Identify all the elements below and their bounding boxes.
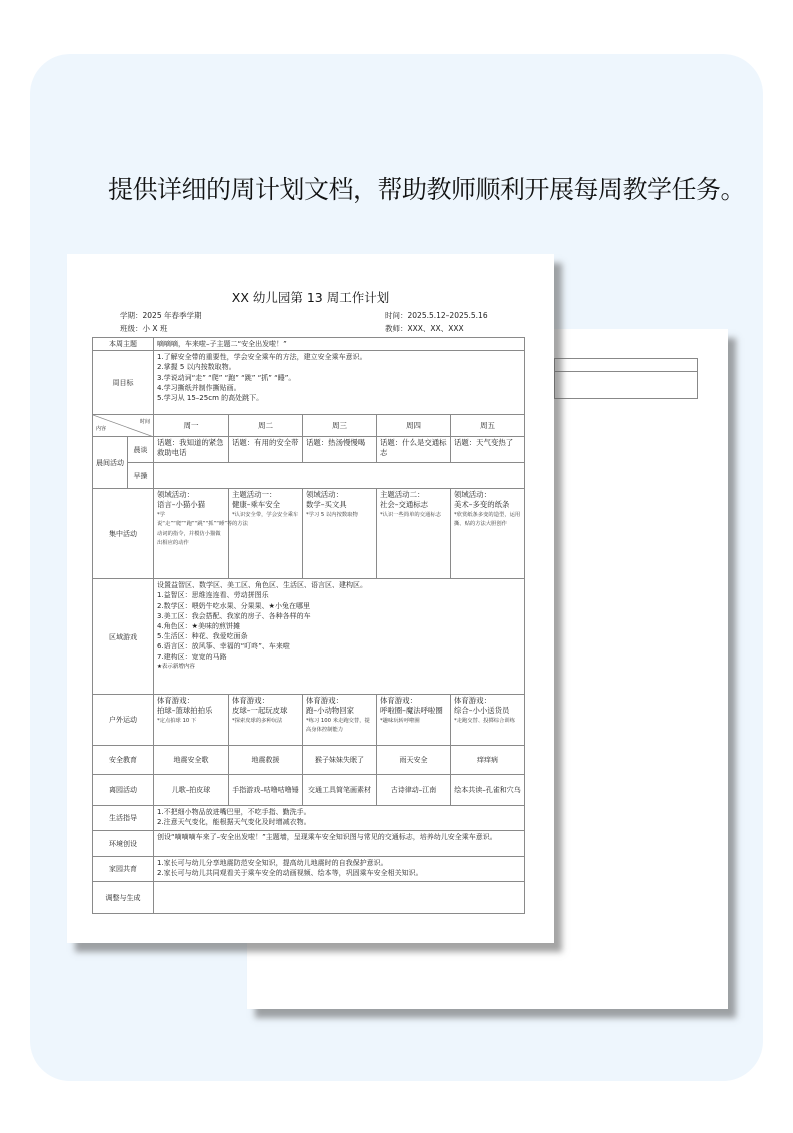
morning-exercise-label: 早操: [128, 463, 154, 489]
outdoor-cell: [154, 695, 229, 746]
focus-title: 社会–交通标志: [380, 500, 429, 510]
goals-label: 周目标: [93, 351, 154, 415]
area-line: 2.数学区：喂奶牛吃水果、分果果、★小兔在哪里: [157, 601, 310, 610]
leaving-row: [93, 775, 525, 806]
focus-note: *欣赏纸条多变的造型，运用撕、贴的方法大胆创作: [454, 511, 521, 528]
leaving-cell: 绘本共读–孔雀和穴乌: [451, 775, 525, 806]
area-line: 7.建构区：宽宽的马路: [157, 652, 227, 661]
goals-row: [93, 351, 525, 415]
outdoor-type: 体育游戏：: [306, 696, 343, 706]
morning-activity-label: 晨间活动: [93, 437, 128, 489]
home-list: [154, 857, 525, 882]
home-line: 1.家长可与幼儿分享地震防范安全知识，提高幼儿地震时的自我保护意识。: [157, 859, 388, 868]
focus-note: *认识安全带，学会安全乘车的方法: [232, 511, 299, 528]
day-header: 周二: [229, 415, 303, 437]
adjust-value: [154, 882, 525, 914]
outdoor-type: 体育游戏：: [157, 696, 194, 706]
new-content-footnote: ★表示新增内容: [157, 663, 195, 670]
day-header: 周三: [303, 415, 377, 437]
life-guide-line: 2.注意天气变化，能根据天气变化及时增减衣物。: [157, 818, 311, 827]
morning-talk-cell: 话题：热汤慢慢喝: [303, 437, 377, 463]
safety-row: [93, 746, 525, 775]
safety-cell: 痒痒病: [451, 746, 525, 775]
leaving-cell: 手指游戏–咕噜咕噜锤: [229, 775, 303, 806]
outdoor-cell: [303, 695, 377, 746]
goal-item: 2.掌握 5 以内按数取物。: [157, 363, 236, 372]
area-line: 3.美工区：我会搭配、我家的房子、各种各样的车: [157, 611, 311, 620]
morning-talk-cell: 话题：什么是交通标志: [377, 437, 451, 463]
life-guide-row: [93, 806, 525, 831]
goal-item: 4.学习撕纸并制作撕贴画。: [157, 383, 241, 392]
outdoor-note: *练习 100 米走跑交替，提高身体控制能力: [306, 717, 370, 734]
focus-cell: [451, 489, 525, 579]
outdoor-title: 拍球–篮球拍拍乐: [157, 706, 213, 716]
life-guide-line: 1.不把细小物品放进嘴巴里，不吃手指、勤洗手。: [157, 808, 311, 817]
outdoor-type: 体育游戏：: [380, 696, 417, 706]
outdoor-row: [93, 695, 525, 746]
adjust-row: [93, 882, 525, 914]
outdoor-cell: [451, 695, 525, 746]
home-row: [93, 857, 525, 882]
focus-note: *认识一些简单的交通标志: [380, 511, 441, 518]
focus-title: 美术–多变的纸条: [454, 500, 510, 510]
outdoor-cell: [377, 695, 451, 746]
focus-note: *学说“走”“爬”“跑”“跳”“抓”“睡”等动词的指令，并模仿小猫做出相应的动作: [157, 511, 233, 547]
theme-row: [93, 338, 525, 351]
focus-cell: [303, 489, 377, 579]
home-label: 家园共育: [93, 857, 154, 882]
morning-talk-cell: 话题：天气变热了: [451, 437, 525, 463]
area-line: 4.角色区：★美味的煎饼摊: [157, 622, 240, 631]
outdoor-type: 体育游戏：: [232, 696, 269, 706]
leaving-cell: 交通工具简笔画素材: [303, 775, 377, 806]
area-games-label: 区域游戏: [93, 579, 154, 695]
area-line: 5.生活区：种花、我爱吃面条: [157, 632, 248, 641]
focus-activity-row: [93, 489, 525, 579]
adjust-label: 调整与生成: [93, 882, 154, 914]
area-games-list: [154, 579, 525, 695]
outdoor-label: 户外运动: [93, 695, 154, 746]
outdoor-note: *趣味玩转呼啦圈: [380, 717, 420, 724]
outdoor-title: 呼啦圈–魔法呼啦圈: [380, 706, 443, 716]
goal-item: 5.学习从 15–25cm 的高处跳下。: [157, 394, 264, 403]
environment-label: 环境创设: [93, 831, 154, 857]
diag-time-label: 时间: [139, 419, 150, 426]
area-line: 1.益智区：思维连连看、劳动拼图乐: [157, 591, 269, 600]
headline: 提供详细的周计划文档，帮助教师顺利开展每周教学任务。: [108, 175, 746, 204]
morning-exercise-cell: [154, 463, 525, 489]
focus-title: 健康–乘车安全: [232, 500, 281, 510]
front-page: [67, 254, 554, 943]
goals-list: [154, 351, 525, 415]
theme-label: 本周主题: [93, 338, 154, 351]
life-guide-label: 生活指导: [93, 806, 154, 831]
focus-type: 领域活动：: [454, 490, 491, 500]
focus-cell: [154, 489, 233, 579]
weekday-header-row: [93, 415, 525, 437]
day-header: 周四: [377, 415, 451, 437]
safety-cell: 地震救援: [229, 746, 303, 775]
focus-title: 语言–小猫小猫: [157, 500, 206, 510]
safety-cell: 雨天安全: [377, 746, 451, 775]
goal-item: 1.了解安全带的重要性，学会安全乘车的方法，建立安全乘车意识。: [157, 353, 367, 362]
environment-text: 创设“嘀嘀嘀车来了–安全出发啦！”主题墙，呈现乘车安全知识图与常见的交通标志，培养幼儿安全乘车意识。: [154, 831, 525, 857]
teacher-label: 教师：XXX、XX、XXX: [385, 324, 464, 333]
area-games-row: [93, 579, 525, 695]
weekly-plan-table: [92, 337, 525, 914]
diag-content-label: 内容: [96, 426, 107, 432]
day-header: 周一: [154, 415, 229, 437]
goal-item: 3.学说动词“走” “爬” “跑” “跳” “抓” “睡”。: [157, 373, 296, 382]
focus-note: *学习 5 以内按数取物: [306, 511, 358, 518]
theme-value: 嘀嘀嘀，车来啦–子主题二“安全出发啦！”: [154, 338, 525, 351]
outdoor-note: *走跑交替、投掷综合训练: [454, 717, 515, 724]
area-line: 设置益智区、数学区、美工区、角色区、生活区、语言区、建构区。: [157, 581, 367, 590]
focus-cell: [229, 489, 303, 579]
outdoor-note: *定点拍球 10 下: [157, 717, 197, 724]
outdoor-title: 跑–小动物回家: [306, 706, 355, 716]
environment-row: [93, 831, 525, 857]
focus-activity-label: 集中活动: [93, 489, 154, 579]
safety-label: 安全教育: [93, 746, 154, 775]
outdoor-type: 体育游戏：: [454, 696, 491, 706]
outdoor-note: *探索皮球的多种玩法: [232, 717, 283, 724]
morning-talk-row: [93, 437, 525, 463]
focus-type: 主题活动二：: [380, 490, 425, 500]
diagonal-header-cell: [93, 415, 154, 437]
leaving-label: 离园活动: [93, 775, 154, 806]
focus-type: 领域活动：: [306, 490, 343, 500]
leaving-cell: 古诗律动–江南: [377, 775, 451, 806]
time-label: 时间：2025.5.12–2025.5.16: [385, 311, 488, 320]
morning-exercise-row: [93, 463, 525, 489]
back-page-table: [554, 358, 698, 399]
focus-type: 领域活动：: [157, 490, 194, 500]
life-guide-list: [154, 806, 525, 831]
focus-title: 数学–买文具: [306, 500, 347, 510]
home-line: 2.家长可与幼儿共同观看关于乘车安全的动画视频、绘本等，巩固乘车安全相关知识。: [157, 869, 423, 878]
class-label: 班级：小 X 班: [120, 324, 168, 333]
outdoor-cell: [229, 695, 303, 746]
day-header: 周五: [451, 415, 525, 437]
leaving-cell: 儿歌–拍皮球: [154, 775, 229, 806]
area-line: 6.语言区：放风筝、幸福的“叮咚”、车来啦: [157, 642, 290, 651]
morning-talk-cell: 话题：我知道的紧急救助电话: [154, 437, 229, 463]
safety-cell: 地震安全歌: [154, 746, 229, 775]
morning-talk-label: 晨谈: [128, 437, 154, 463]
morning-talk-cell: 话题：有用的安全带: [229, 437, 303, 463]
focus-type: 主题活动一：: [232, 490, 277, 500]
document-title: XX 幼儿园第 13 周工作计划: [231, 290, 390, 305]
outdoor-title: 皮球–一起玩皮球: [232, 706, 288, 716]
outdoor-title: 综合–小小送货员: [454, 706, 510, 716]
safety-cell: 猴子妹妹失眠了: [303, 746, 377, 775]
semester-label: 学期：2025 年春季学期: [120, 311, 202, 320]
focus-cell: [377, 489, 451, 579]
